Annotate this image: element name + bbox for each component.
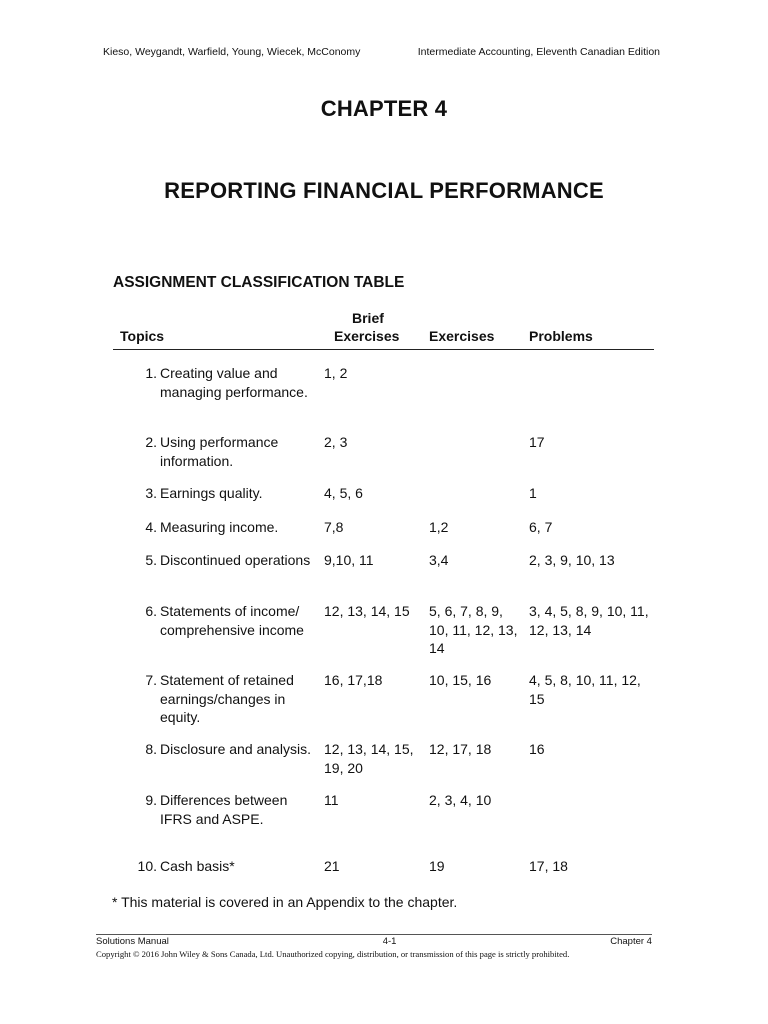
row-topic: Statements of income/ comprehensive income bbox=[160, 603, 304, 638]
header-rule bbox=[113, 349, 654, 350]
row-problems: 3, 4, 5, 8, 9, 10, 11, 12, 13, 14 bbox=[529, 603, 649, 638]
row-exercises: 12, 17, 18 bbox=[429, 741, 492, 757]
row-topic: Disclosure and analysis. bbox=[160, 741, 311, 757]
row-topic: Differences between IFRS and ASPE. bbox=[160, 792, 288, 827]
footer-rule bbox=[96, 934, 652, 935]
header-brief-top: Brief bbox=[352, 310, 384, 326]
row-number: 2. bbox=[145, 434, 157, 450]
footer-left: Solutions Manual bbox=[96, 936, 169, 947]
row-brief-exercises: 11 bbox=[324, 792, 339, 808]
header-topics: Topics bbox=[120, 328, 165, 344]
row-exercises: 5, 6, 7, 8, 9, 10, 11, 12, 13, 14 bbox=[429, 603, 518, 656]
row-problems: 2, 3, 9, 10, 13 bbox=[529, 552, 615, 568]
running-header bbox=[103, 46, 660, 58]
row-number: 7. bbox=[145, 672, 157, 688]
row-brief-exercises: 12, 13, 14, 15, 19, 20 bbox=[324, 741, 414, 776]
row-topic: Cash basis* bbox=[160, 858, 235, 874]
row-brief-exercises: 7,8 bbox=[324, 519, 344, 535]
chapter-title: REPORTING FINANCIAL PERFORMANCE bbox=[164, 178, 604, 203]
copyright-notice: Copyright © 2016 John Wiley & Sons Canada, Ltd. Unauthorized copying, distribution, or transmission of this page is strictly prohibited. bbox=[96, 949, 570, 959]
footer-page-number: 4-1 bbox=[382, 936, 397, 947]
row-number: 9. bbox=[145, 792, 157, 808]
header-problems: Problems bbox=[529, 328, 593, 344]
header-exercises: Exercises bbox=[429, 328, 495, 344]
footnote: * This material is covered in an Appendix to the chapter. bbox=[112, 894, 458, 910]
footer-right: Chapter 4 bbox=[610, 936, 652, 947]
row-topic: Creating value and managing performance. bbox=[160, 365, 308, 400]
row-number: 3. bbox=[145, 485, 157, 501]
header-brief-bottom: Exercises bbox=[334, 328, 400, 344]
row-brief-exercises: 2, 3 bbox=[324, 434, 348, 450]
row-exercises: 19 bbox=[429, 858, 445, 874]
row-number: 1. bbox=[145, 365, 157, 381]
row-number: 8. bbox=[145, 741, 157, 757]
row-brief-exercises: 1, 2 bbox=[324, 365, 348, 381]
row-brief-exercises: 12, 13, 14, 15 bbox=[324, 603, 410, 619]
row-exercises: 3,4 bbox=[429, 552, 449, 568]
row-brief-exercises: 16, 17,18 bbox=[324, 672, 383, 688]
header-book-title: Intermediate Accounting, Eleventh Canadian Edition bbox=[417, 46, 660, 58]
row-number: 4. bbox=[145, 519, 157, 535]
row-exercises: 2, 3, 4, 10 bbox=[429, 792, 492, 808]
row-topic: Discontinued operations bbox=[160, 552, 311, 568]
row-topic: Statement of retained earnings/changes in equity. bbox=[160, 672, 294, 725]
row-brief-exercises: 4, 5, 6 bbox=[324, 485, 363, 501]
row-problems: 17 bbox=[529, 434, 545, 450]
row-problems: 16 bbox=[529, 741, 545, 757]
row-number: 10. bbox=[137, 858, 157, 874]
row-number: 5. bbox=[145, 552, 157, 568]
row-number: 6. bbox=[145, 603, 157, 619]
header-authors: Kieso, Weygandt, Warfield, Young, Wiecek, McConomy bbox=[103, 46, 361, 58]
page-footer bbox=[96, 936, 652, 947]
row-topic: Measuring income. bbox=[160, 519, 279, 535]
row-problems: 6, 7 bbox=[529, 519, 553, 535]
row-problems: 4, 5, 8, 10, 11, 12, 15 bbox=[529, 672, 641, 707]
row-problems: 1 bbox=[529, 485, 537, 501]
row-brief-exercises: 21 bbox=[324, 858, 340, 874]
row-brief-exercises: 9,10, 11 bbox=[324, 552, 374, 568]
row-exercises: 10, 15, 16 bbox=[429, 672, 492, 688]
chapter-number: CHAPTER 4 bbox=[320, 96, 448, 121]
table-title: ASSIGNMENT CLASSIFICATION TABLE bbox=[113, 274, 405, 291]
row-problems: 17, 18 bbox=[529, 858, 568, 874]
row-exercises: 1,2 bbox=[429, 519, 449, 535]
row-topic: Earnings quality. bbox=[160, 485, 263, 501]
row-topic: Using performance information. bbox=[160, 434, 279, 469]
